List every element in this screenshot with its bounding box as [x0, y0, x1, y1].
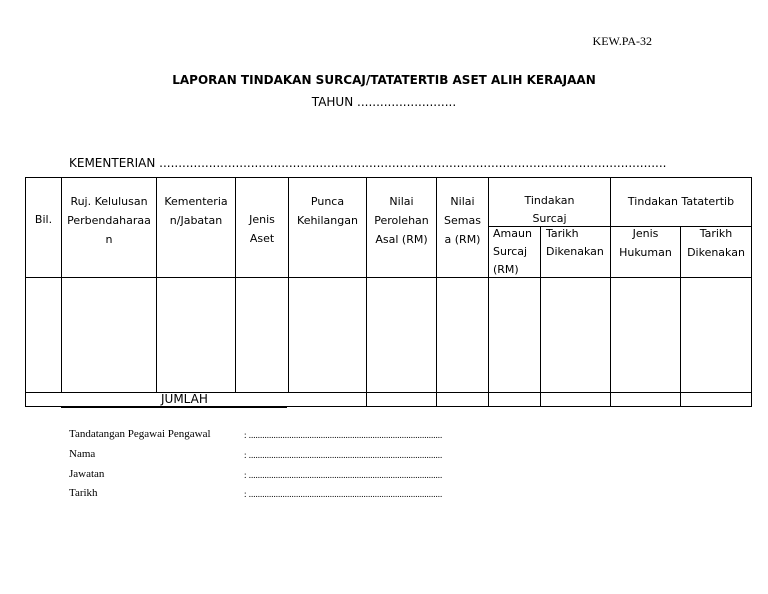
header-bottom-line	[25, 277, 752, 278]
header-tindakan-surcaj: Tindakan Surcaj	[524, 194, 575, 225]
report-title: LAPORAN TINDAKAN SURCAJ/TATATERTIB ASET ALIH KERAJAAN	[172, 73, 596, 87]
total-label: JUMLAH	[161, 392, 208, 406]
header-jenis-hukuman: Jenis Hukuman	[619, 227, 672, 259]
header-ruj-kelulusan: Ruj. Kelulusan Perbendaharaa n	[67, 195, 151, 246]
table-border-right	[751, 177, 752, 407]
report-year: TAHUN ..........................	[311, 95, 457, 109]
col-divider	[540, 226, 541, 407]
header-tindakan-tatatertib: Tindakan Tatatertib	[627, 195, 735, 208]
date-label: Tarikh	[69, 487, 98, 499]
header-nilai-semasa: Nilai Semas a (RM)	[444, 195, 481, 246]
name-label: Nama	[69, 448, 96, 460]
header-nilai-perolehan: Nilai Perolehan Asal (RM)	[374, 195, 429, 246]
header-tarikh-dikenakan-tatatertib: Tarikh Dikenakan	[687, 227, 745, 259]
header-jenis-aset: Jenis Aset	[249, 213, 275, 245]
position-label: Jawatan	[69, 468, 105, 480]
signature-field[interactable]: : ......................................................................................	[244, 430, 443, 440]
col-divider	[610, 177, 611, 407]
signature-label: Tandatangan Pegawai Pengawal	[69, 428, 211, 440]
ministry-line: KEMENTERIAN .....................................................................................................................................	[69, 156, 667, 170]
total-underline	[61, 407, 287, 408]
form-code: KEW.PA-32	[592, 34, 652, 48]
table-border-top	[25, 177, 752, 178]
header-punca-kehilangan: Punca Kehilangan	[297, 195, 358, 227]
header-amaun-surcaj: Amaun Surcaj (RM)	[493, 227, 532, 276]
position-field[interactable]: : ......................................................................................	[244, 470, 443, 480]
name-field[interactable]: : ......................................................................................	[244, 450, 443, 460]
header-kementerian-jabatan: Kementeria n/Jabatan	[164, 195, 228, 227]
header-bil: Bil.	[34, 213, 53, 226]
date-field[interactable]: : ......................................................................................	[244, 489, 443, 499]
header-tarikh-dikenakan-surcaj: Tarikh Dikenakan	[546, 227, 604, 258]
total-row-top-line	[25, 392, 752, 393]
